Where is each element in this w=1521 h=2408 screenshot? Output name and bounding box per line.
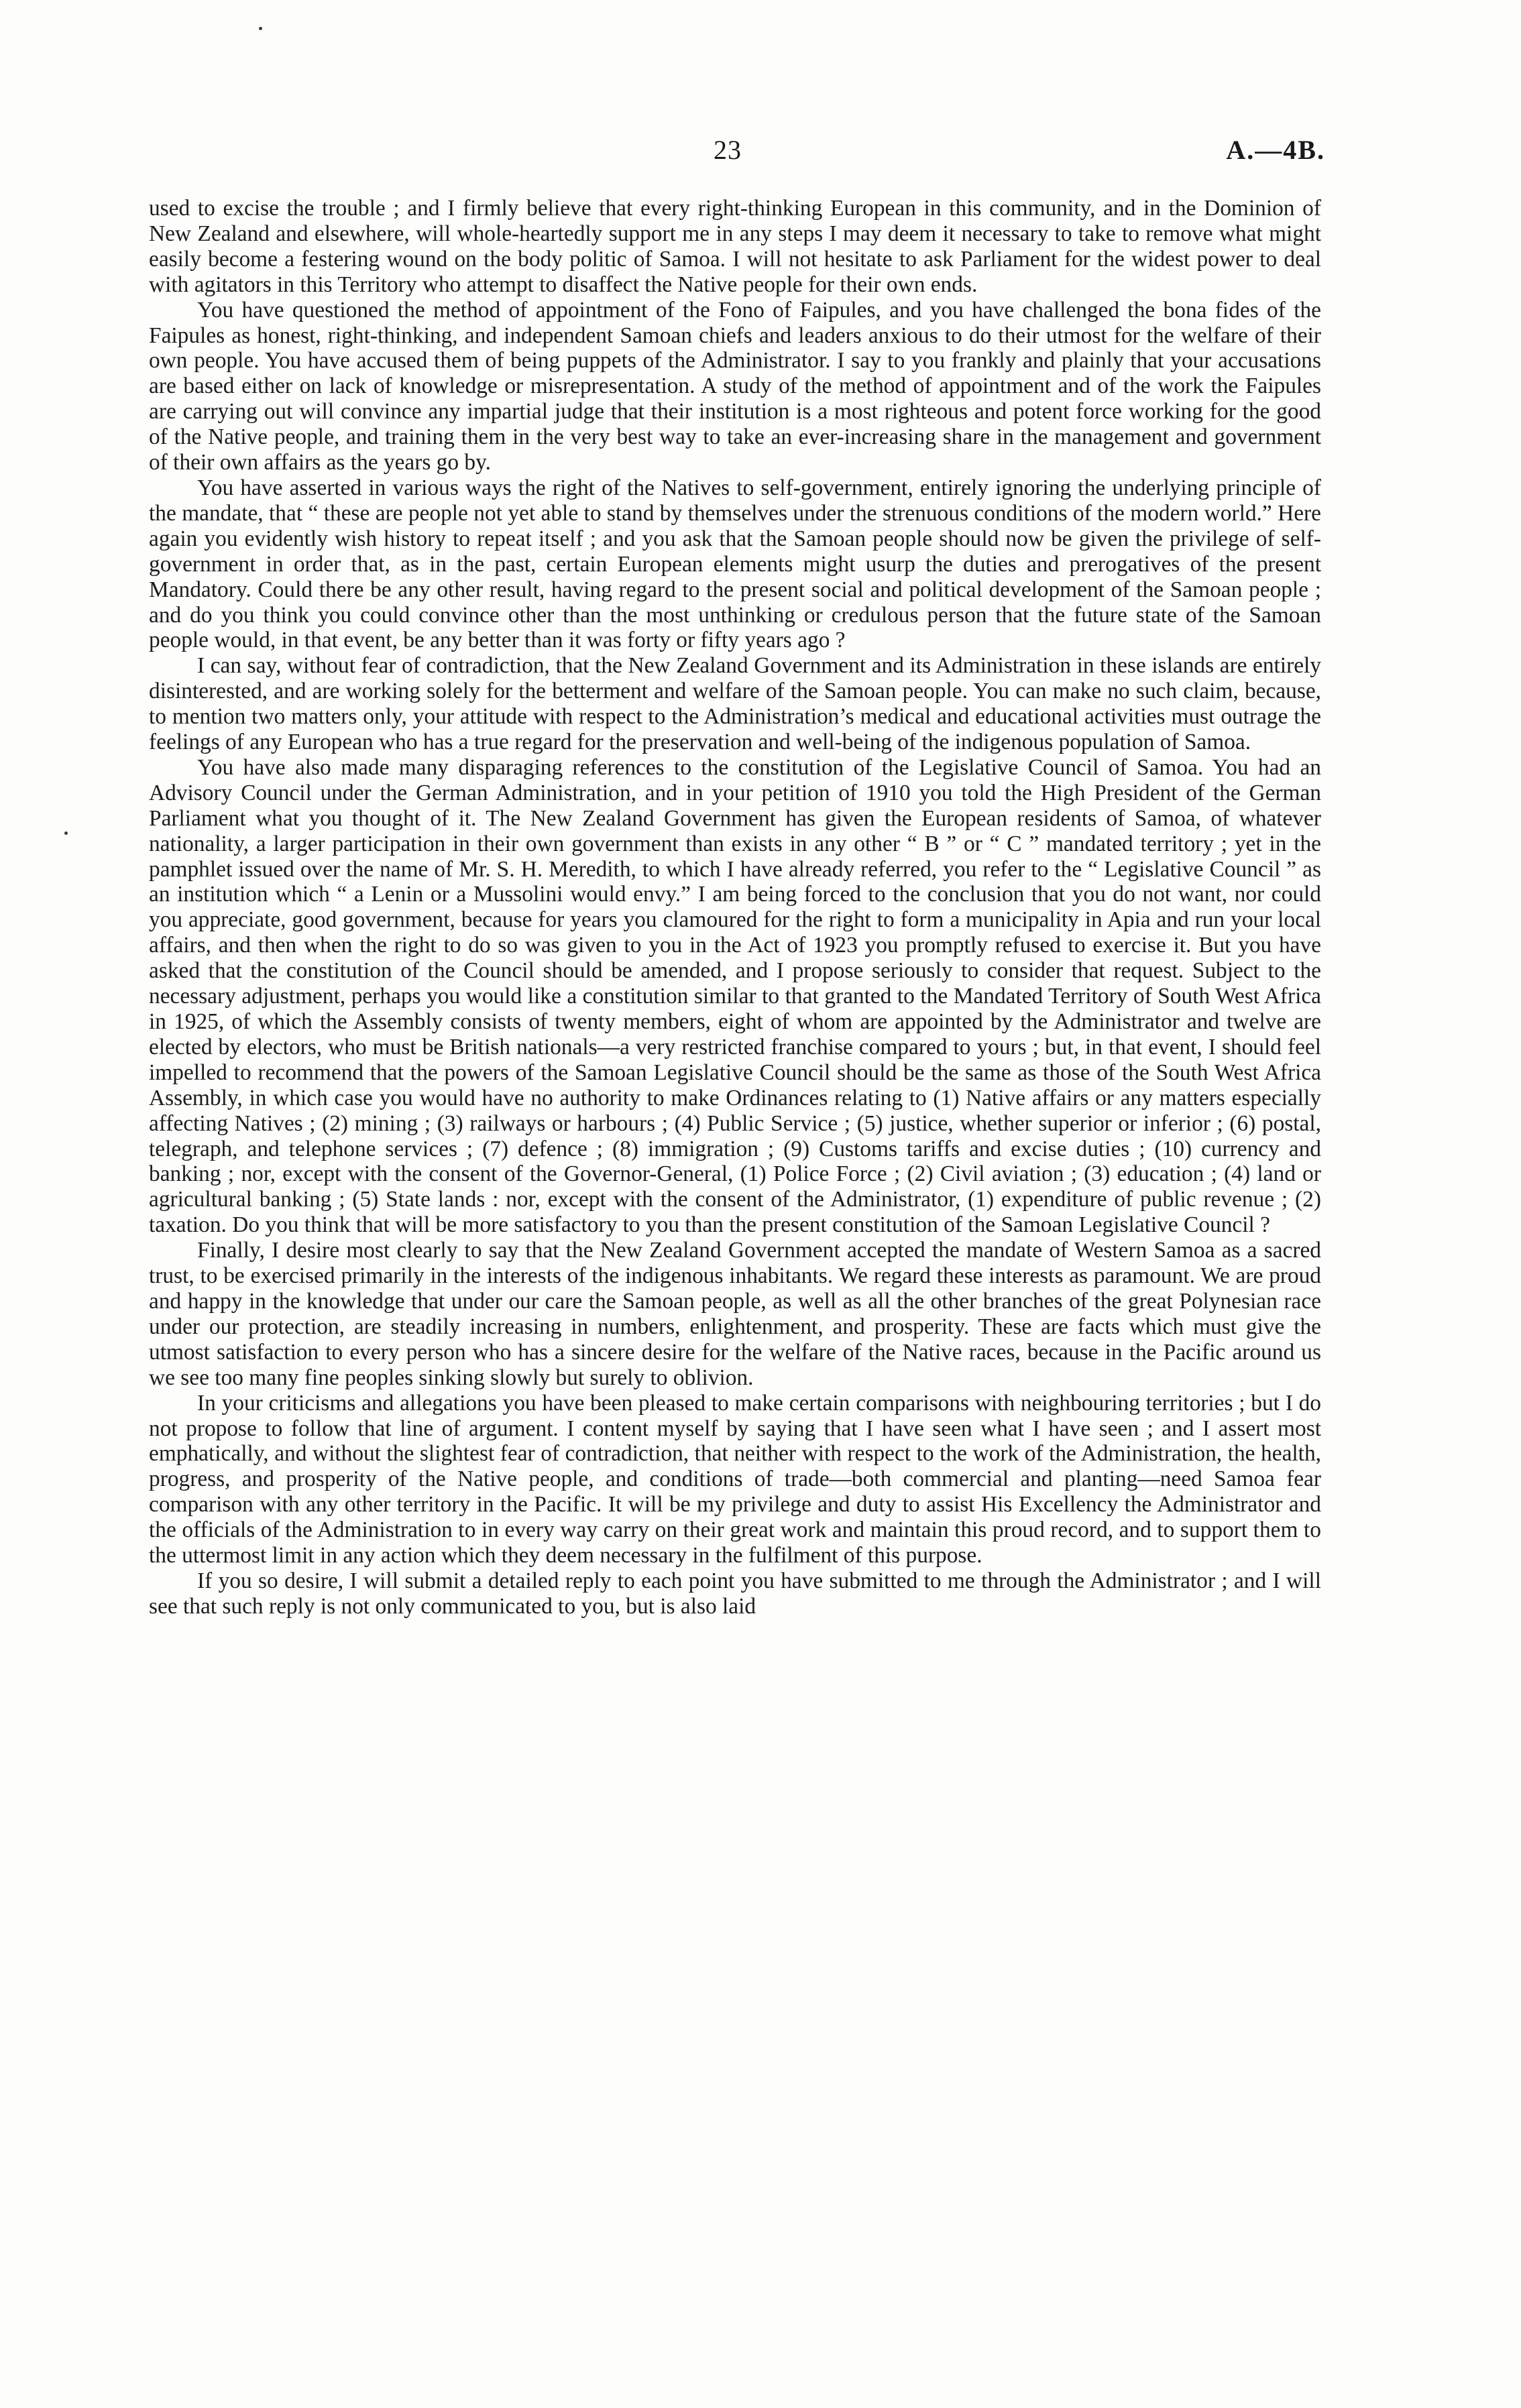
body-text xyxy=(149,196,1321,1619)
paragraph: You have also made many disparaging references to the constitution of the Legislative Council of Samoa. You had an Advisory Council under the German Administration, and in your petition of 1910 you told the High President of the German Parliament what you thought of it. The New Zealand Government has given the European residents of Samoa, of whatever nationality, a larger participation in their own government than exists in any other “ B ” or “ C ” mandated territory ; yet in the pamphlet issued over the name of Mr. S. H. Meredith, to which I have already referred, you refer to the “ Legislative Council ” as an institution which “ a Lenin or a Mussolini would envy.” I am being forced to the conclusion that you do not want, nor could you appreciate, good government, because for years you clamoured for the right to form a municipality in Apia and run your local affairs, and then when the right to do so was given to you in the Act of 1923 you promptly refused to exercise it. But you have asked that the constitution of the Council should be amended, and I propose seriously to consider that request. Subject to the necessary adjustment, perhaps you would like a constitution similar to that granted to the Mandated Territory of South West Africa in 1925, of which the Assembly consists of twenty members, eight of whom are appointed by the Administrator and twelve are elected by electors, who must be British nationals—a very restricted franchise compared to yours ; but, in that event, I should feel impelled to recommend that the powers of the Samoan Legislative Council should be the same as those of the South West Africa Assembly, in which case you would have no authority to make Ordinances relating to (1) Native affairs or any matters especially affecting Natives ; (2) mining ; (3) railways or harbours ; (4) Public Service ; (5) justice, whether superior or inferior ; (6) postal, telegraph, and telephone services ; (7) defence ; (8) immigration ; (9) Customs tariffs and excise duties ; (10) currency and banking ; nor, except with the consent of the Governor-General, (1) Police Force ; (2) Civil aviation ; (3) education ; (4) land or agricultural banking ; (5) State lands : nor, except with the consent of the Administrator, (1) expenditure of public revenue ; (2) taxation. Do you think that will be more satisfactory to you than the present constitution of the Samoan Legislative Council ? xyxy=(149,754,1321,1238)
paragraph: You have asserted in various ways the right of the Natives to self-government, entirely ignoring the underlying principle of the mandate, that “ these are people not yet able to stand by themselves under the strenuous conditions of the modern world.” Here again you evidently wish history to repeat itself ; and you ask that the Samoan people should now be given the privilege of self-government in order that, as in the past, certain European elements might usurp the duties and prerogatives of the present Mandatory. Could there be any other result, having regard to the present social and political development of the Samoan people ; and do you think you could convince other than the most unthinking or credulous person that the future state of the Samoan people would, in that event, be any better than it was forty or fifty years ago ? xyxy=(149,475,1321,653)
scan-speck xyxy=(64,832,68,835)
paragraph: I can say, without fear of contradiction, that the New Zealand Government and its Administration in these islands are entirely disinterested, and are working solely for the betterment and welfare of the Samoan people. You can make no such claim, because, to mention two matters only, your attitude with respect to the Administration’s medical and educational activities must outrage the feelings of any European who has a true regard for the preservation and well-being of the indigenous population of Samoa. xyxy=(149,653,1321,755)
paragraph: Finally, I desire most clearly to say that the New Zealand Government accepted the mandate of Western Samoa as a sacred trust, to be exercised primarily in the interests of the indigenous inhabitants. We regard these interests as paramount. We are proud and happy in the knowledge that under our care the Samoan people, as well as all the other branches of the great Polynesian race under our protection, are steadily increasing in numbers, enlightenment, and prosperity. These are facts which must give the utmost satisfaction to every person who has a sincere desire for the welfare of the Native races, because in the Pacific around us we see too many fine peoples sinking slowly but surely to oblivion. xyxy=(149,1238,1321,1390)
document-reference: A.—4B. xyxy=(1226,135,1325,165)
paragraph: In your criticisms and allegations you have been pleased to make certain comparisons with neighbouring territories ; but I do not propose to follow that line of argument. I content myself by saying that I have seen what I have seen ; and I assert most emphatically, and without the slightest fear of contradiction, that neither with respect to the work of the Administration, the health, progress, and prosperity of the Native people, and conditions of trade—both commercial and planting—need Samoa fear comparison with any other territory in the Pacific. It will be my privilege and duty to assist His Excellency the Administrator and the officials of the Administration to in every way carry on their great work and maintain this proud record, and to support them to the uttermost limit in any action which they deem necessary in the fulfilment of this purpose. xyxy=(149,1390,1321,1568)
paragraph: If you so desire, I will submit a detailed reply to each point you have submitted to me through the Administrator ; and I will see that such reply is not only communicated to you, but is also laid xyxy=(149,1568,1321,1619)
page-number: 23 xyxy=(714,135,742,165)
paragraph: used to excise the trouble ; and I firmly believe that every right-thinking European in this community, and in the Dominion of New Zealand and elsewhere, will whole-heartedly support me in any steps I may deem it necessary to take to remove what might easily become a festering wound on the body politic of Samoa. I will not hesitate to ask Parliament for the widest power to deal with agitators in this Territory who attempt to disaffect the Native people for their own ends. xyxy=(149,196,1321,297)
scan-speck xyxy=(259,27,262,30)
paragraph: You have questioned the method of appointment of the Fono of Faipules, and you have challenged the bona fides of the Faipules as honest, right-thinking, and independent Samoan chiefs and leaders anxious to do their utmost for the welfare of their own people. You have accused them of being puppets of the Administrator. I say to you frankly and plainly that your accusations are based either on lack of knowledge or misrepresentation. A study of the method of appointment and of the work the Faipules are carrying out will convince any impartial judge that their institution is a most righteous and potent force working for the good of the Native people, and training them in the very best way to take an ever-increasing share in the management and government of their own affairs as the years go by. xyxy=(149,297,1321,475)
